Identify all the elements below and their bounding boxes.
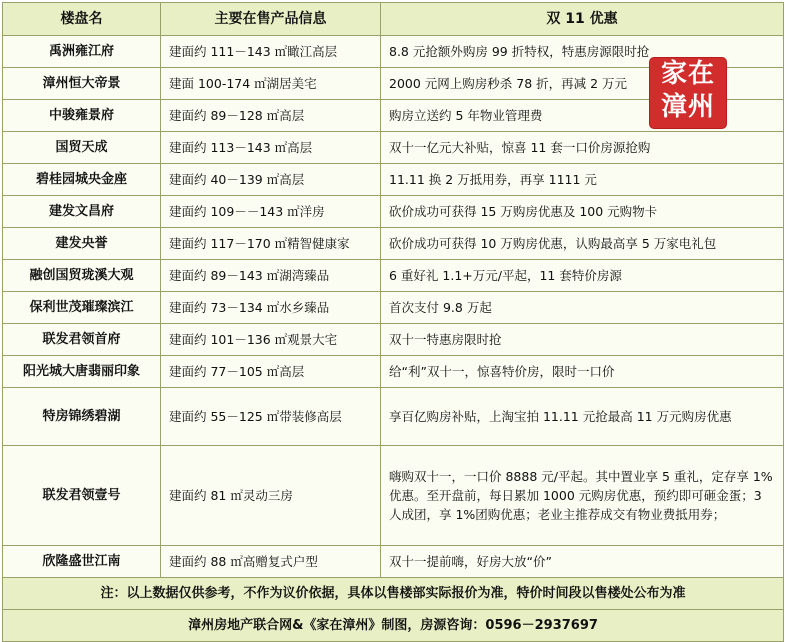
property-name: 中骏雍景府 xyxy=(3,100,161,132)
product-info: 建面约 77－105 ㎡高层 xyxy=(161,356,381,388)
listing-sheet xyxy=(2,2,783,633)
product-info: 建面约 101－136 ㎡观景大宅 xyxy=(161,324,381,356)
product-info: 建面约 111－143 ㎡瞰江高层 xyxy=(161,36,381,68)
header-product-info: 主要在售产品信息 xyxy=(161,3,381,36)
deal-info: 11.11 换 2 万抵用券，再享 1111 元 xyxy=(381,164,784,196)
deal-info: 享百亿购房补贴，上淘宝拍 11.11 元抢最高 11 万元购房优惠 xyxy=(381,388,784,446)
footnote-row xyxy=(3,578,784,610)
property-name: 国贸天成 xyxy=(3,132,161,164)
product-info: 建面约 73－134 ㎡水乡臻品 xyxy=(161,292,381,324)
property-name: 建发文昌府 xyxy=(3,196,161,228)
header-row xyxy=(3,3,784,36)
logo-text-line2: 漳州 xyxy=(660,92,715,122)
deal-info: 双十一亿元大补贴，惊喜 11 套一口价房源抢购 xyxy=(381,132,784,164)
logo-text-line1: 家在 xyxy=(660,59,715,89)
product-info: 建面约 117－170 ㎡精智健康家 xyxy=(161,228,381,260)
property-name: 禹洲雍江府 xyxy=(3,36,161,68)
credit-text: 漳州房地产联合网&《家在漳州》制图，房源咨询：0596－2937697 xyxy=(3,610,784,642)
property-name: 阳光城大唐翡丽印象 xyxy=(3,356,161,388)
table-row xyxy=(3,324,784,356)
table-row xyxy=(3,228,784,260)
property-name: 联发君领首府 xyxy=(3,324,161,356)
property-name: 融创国贸珑溪大观 xyxy=(3,260,161,292)
deal-info: 嗨购双十一，一口价 8888 元/平起。其中置业享 5 重礼，定存享 1%优惠。至开盘前，每日累加 1000 元购房优惠，预约即可砸金蛋；3 人成团，享 1%团购优惠；老业主推荐成交有物业费抵用券； xyxy=(381,446,784,546)
deal-info: 砍价成功可获得 10 万购房优惠，认购最高享 5 万家电礼包 xyxy=(381,228,784,260)
deal-info: 8.8 元抢额外购房 99 折特权，特惠房源限时抢 xyxy=(381,36,784,68)
deal-info: 砍价成功可获得 15 万购房优惠及 100 元购物卡 xyxy=(381,196,784,228)
deal-info: 双十一特惠房限时抢 xyxy=(381,324,784,356)
table-row xyxy=(3,446,784,546)
product-info: 建面约 89－128 ㎡高层 xyxy=(161,100,381,132)
property-name: 漳州恒大帝景 xyxy=(3,68,161,100)
jiazai-zhangzhou-logo xyxy=(650,58,726,128)
deal-info: 首次支付 9.8 万起 xyxy=(381,292,784,324)
property-name: 建发央誉 xyxy=(3,228,161,260)
table-row xyxy=(3,164,784,196)
property-name: 联发君领壹号 xyxy=(3,446,161,546)
deal-info: 2000 元网上购房秒杀 78 折，再减 2 万元 xyxy=(381,68,784,100)
property-name: 碧桂园城央金座 xyxy=(3,164,161,196)
table-row xyxy=(3,196,784,228)
table-row xyxy=(3,356,784,388)
table-row xyxy=(3,388,784,446)
header-double-11-deal: 双 11 优惠 xyxy=(381,3,784,36)
table-row xyxy=(3,260,784,292)
product-info: 建面约 109－－143 ㎡洋房 xyxy=(161,196,381,228)
property-name: 欣隆盛世江南 xyxy=(3,546,161,578)
footnote-text: 注：以上数据仅供参考，不作为议价依据，具体以售楼部实际报价为准，特价时间段以售楼处公布为准 xyxy=(3,578,784,610)
product-info: 建面 100-174 ㎡湖居美宅 xyxy=(161,68,381,100)
property-name: 特房锦绣碧湖 xyxy=(3,388,161,446)
table-row xyxy=(3,132,784,164)
product-info: 建面约 88 ㎡高赠复式户型 xyxy=(161,546,381,578)
table-row xyxy=(3,292,784,324)
deal-info: 给“利”双十一，惊喜特价房，限时一口价 xyxy=(381,356,784,388)
product-info: 建面约 40－139 ㎡高层 xyxy=(161,164,381,196)
header-property-name: 楼盘名 xyxy=(3,3,161,36)
product-info: 建面约 89－143 ㎡湖湾臻品 xyxy=(161,260,381,292)
product-info: 建面约 113－143 ㎡高层 xyxy=(161,132,381,164)
product-info: 建面约 81 ㎡灵动三房 xyxy=(161,446,381,546)
deal-info: 购房立送约 5 年物业管理费 xyxy=(381,100,784,132)
property-name: 保利世茂璀璨滨江 xyxy=(3,292,161,324)
credit-row xyxy=(3,610,784,642)
deal-info: 6 重好礼 1.1+万元/平起，11 套特价房源 xyxy=(381,260,784,292)
product-info: 建面约 55－125 ㎡带装修高层 xyxy=(161,388,381,446)
table-row xyxy=(3,546,784,578)
deal-info: 双十一提前嗨，好房大放“价” xyxy=(381,546,784,578)
